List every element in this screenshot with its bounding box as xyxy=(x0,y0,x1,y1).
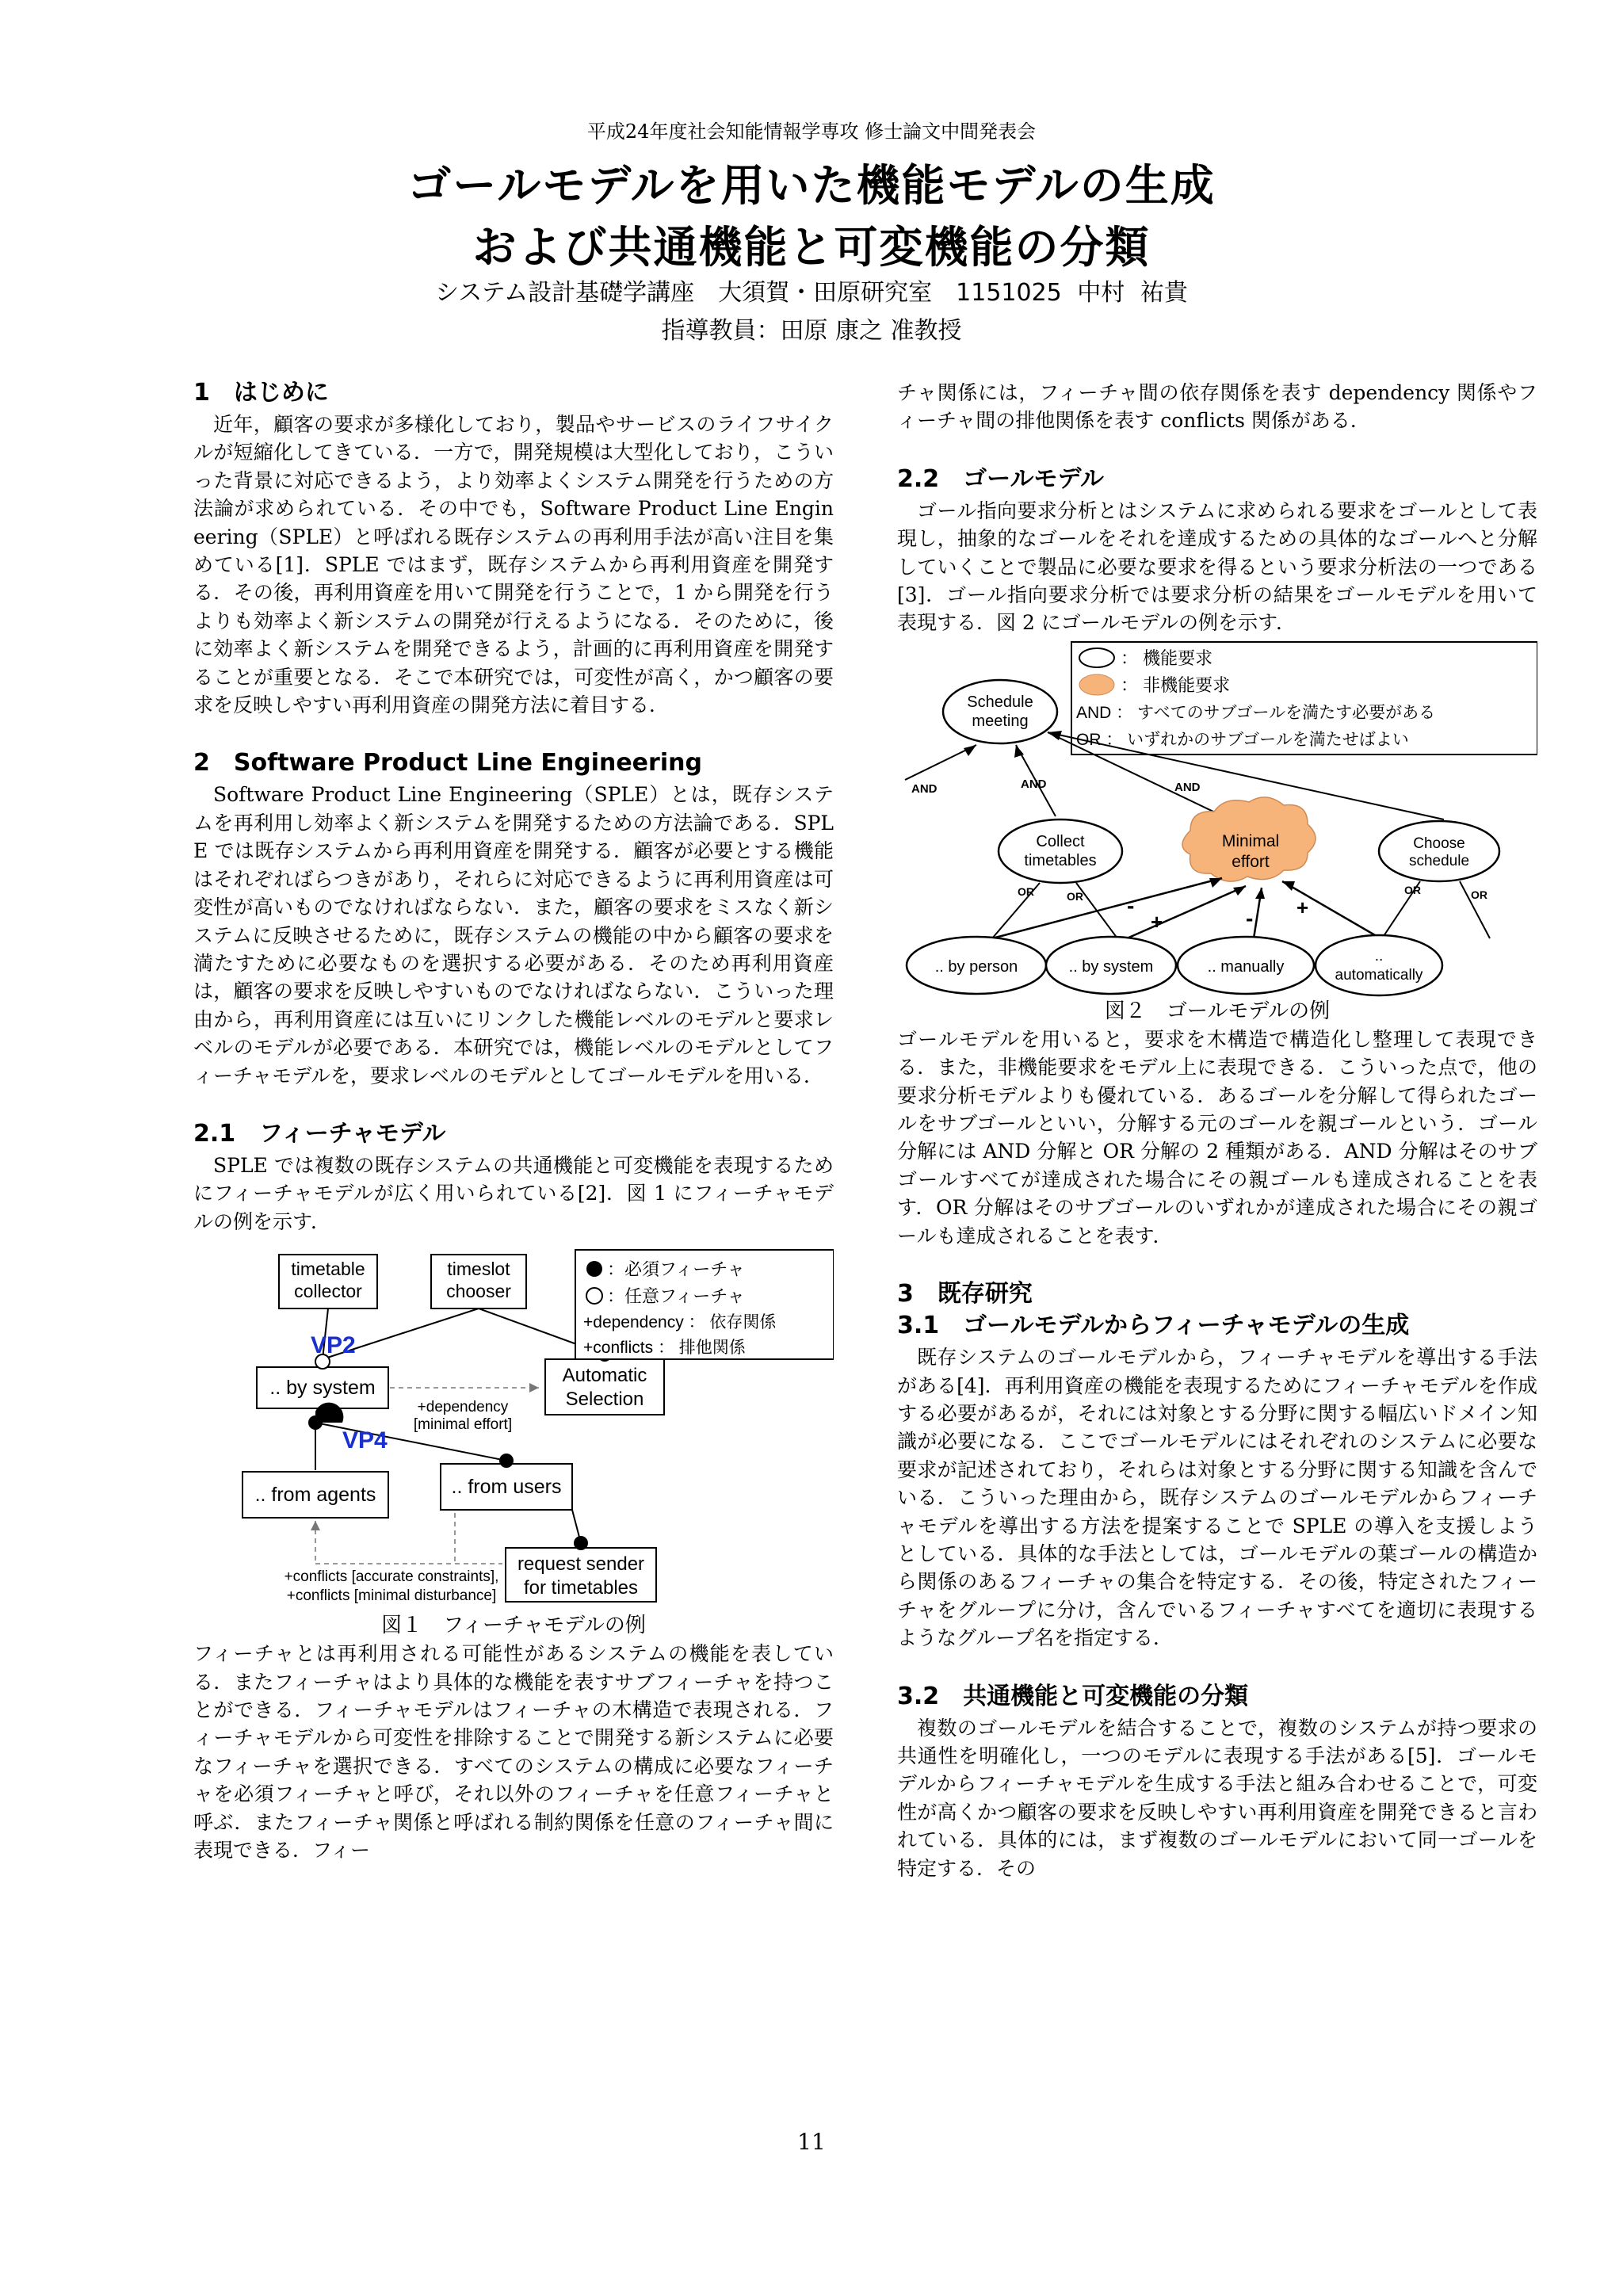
fig2-label: Choose xyxy=(1413,835,1465,852)
fig2-label: .. manually xyxy=(1207,957,1285,976)
fig2-label: .. by person xyxy=(934,957,1018,976)
paragraph: 既存システムのゴールモデルから，フィーチャモデルを導出する手法がある[4]．再利用資産の機能を表現するためにフィーチャモデルを作成する必要があるが，それには対象とする分野に関する幅広いドメイン知識が必要になる．ここでゴールモデルにはそれぞれのシステムに必要な要求が記述されており，それらは対象とする分野に関する知識を含んでいる．こういった理由から，既存システムのゴールモデルからフィーチャモデルを導出する方法を提案することで SPLE の導入を支援しようとしている．具体的な手法としては，ゴールモデルの葉ゴールの構造から関係のあるフィーチャの集合を特定する．その後，特定されたフィーチャをグループに分け，含んでいるフィーチャすべてを適切に表現するようなグループ名を指定する． xyxy=(897,1346,1537,1650)
contribution-sign: - xyxy=(1127,892,1135,918)
section-heading-1: 1 はじめに xyxy=(193,379,329,407)
right-column xyxy=(897,379,1537,1882)
legend-mandatory: ：必須フィーチャ xyxy=(607,1259,745,1280)
fig1-label: collector xyxy=(294,1281,362,1302)
fig2-label: meeting xyxy=(972,712,1029,730)
fig1-label: +conflicts [minimal disturbance] xyxy=(286,1587,497,1605)
fig1-label: for timetables xyxy=(523,1577,639,1599)
paper-title-line1: ゴールモデルを用いた機能モデルの生成 xyxy=(407,160,1216,211)
paragraph: チャ関係には，フィーチャ間の依存関係を表す dependency 関係やフィーチャ間の排他関係を表す conflicts 関係がある． xyxy=(897,381,1537,433)
fig1-label: chooser xyxy=(446,1281,511,1302)
goal-schedule-meeting xyxy=(943,680,1057,743)
paragraph: 近年，顧客の要求が多様化しており，製品やサービスのライフサイクルが短縮化してきている．一方で，開発規模は大型化しており，こういった背景に対応できるよう，より効率よくシステム開発を行うための方法論が求められている．その中でも，Software Product Line Engineering（SPLE）と呼ばれる既存システムの再利用手法が高い注目を集めている[1]．SPLE ではまず，既存システムから再利用資産を開発する．その後，再利用資産を用いて開発を行うことで，1 から開発を行うよりも効率よく新システムの開発が行えるようになる．そのために，後に効率よく新システムを開発できるよう，計画的に再利用資産を開発することが重要となる．そこで本研究では，可変性が高く，かつ顧客の要求を反映しやすい再利用資産の開発方法に着目する． xyxy=(193,413,834,717)
paragraph: Software Product Line Engineering（SPLE）とは，既存システムを再利用し効率よく新システムを開発するための方法論である．SPLE では既存システムから再利用資産を開発する．顧客が必要とする機能はそれぞればらつきがあり，それらに対応できるように再利用資産は可変性が高いものでなければならない．また，顧客の要求をミスなく新システムに反映させるために，既存システムの機能の中から顧客の要求を満たすために必要なものを選択する必要がある．そのため再利用資産は，顧客の要求を反映しやすいものでなければならない．こういった理由から，再利用資産には互いにリンクした機能レベルのモデルと要求レベルのモデルが必要である．本研究では，機能レベルのモデルとしてフィーチャモデルを，要求レベルのモデルとしてゴールモデルを用いる． xyxy=(193,783,834,1087)
fig1-label: .. by system xyxy=(269,1377,376,1400)
paragraph: フィーチャとは再利用される可能性があるシステムの機能を表している．またフィーチャはより具体的な機能を表すサブフィーチャを持つことができる．フィーチャモデルはフィーチャの木構造で表現される．フィーチャモデルから可変性を排除することで開発する新システムに必要なフィーチャを選択できる．すべてのシステムの構成に必要なフィーチャを必須フィーチャと呼び，それ以外のフィーチャを任意フィーチャと呼ぶ．またフィーチャ関係と呼ばれる制約関係を任意のフィーチャ間に表現できる．フィー xyxy=(193,1642,834,1862)
goal-automatically xyxy=(1316,935,1442,995)
authors: システム設計基礎学講座 大須賀・田原研究室 1151025 中村 祐貴 xyxy=(435,279,1188,307)
fig2-label: timetables xyxy=(1024,851,1097,869)
fig1-label: request sender xyxy=(517,1553,645,1576)
paragraph: ゴール指向要求分析とはシステムに求められる要求をゴールとして表現し，抽象的なゴールをそれを達成するための具体的なゴールへと分解していくことで製品に必要な要求を得るという要求分析法の一つである[3]．ゴール指向要求分析では要求分析の結果をゴールモデルを用いて表現する．図 2 にゴールモデルの例を示す． xyxy=(897,499,1537,635)
section-heading-3-2: 3.2 共通機能と可変機能の分類 xyxy=(897,1682,1249,1710)
and-label: AND xyxy=(1174,780,1201,794)
or-label: OR xyxy=(1018,884,1034,898)
paragraph: SPLE では複数の既存システムの共通機能と可変機能を表現するためにフィーチャモデルが広く用いられている[2]．図 1 にフィーチャモデルの例を示す． xyxy=(193,1153,834,1233)
paragraph: ゴールモデルを用いると，要求を木構造で構造化し整理して表現できる．また，非機能要求をモデル上に表現できる．こういった点で，他の要求分析モデルよりも優れている．あるゴールを分解して得られたゴールをサブゴールといい，分解する元のゴールを親ゴールという．ゴール分解には AND 分解と OR 分解の 2 種類がある．AND 分解はそのサブゴールすべてが達成された場合にその親ゴールも達成されることを表す．OR 分解はそのサブゴールのいずれかが達成された場合にその親ゴールも達成されることを表す． xyxy=(897,1027,1537,1247)
figure-2 xyxy=(897,640,1537,1026)
fig1-label: .. from agents xyxy=(254,1484,376,1507)
fig1-label: timetable xyxy=(291,1259,365,1280)
fig1-label: +dependency xyxy=(417,1399,509,1416)
conference-name: 平成24年度社会知能情報学専攻 修士論文中間発表会 xyxy=(586,120,1037,143)
fig2-label: schedule xyxy=(1408,852,1470,869)
paper-title-line2: および共通機能と可変機能の分類 xyxy=(472,222,1151,273)
figure-2-caption: 図２ ゴールモデルの例 xyxy=(1104,999,1331,1023)
goal-model-diagram xyxy=(897,640,1537,997)
variation-point-label: VP4 xyxy=(342,1427,388,1454)
fig1-label: Selection xyxy=(565,1389,644,1411)
advisor: 指導教員：田原 康之 准教授 xyxy=(661,317,962,345)
legend-conflicts: +conflicts ： 排他関係 xyxy=(583,1339,746,1358)
section-heading-2-1: 2.1 フィーチャモデル xyxy=(193,1119,446,1148)
fig1-label: timeslot xyxy=(447,1259,510,1280)
section-heading-3: 3 既存研究 xyxy=(897,1280,1033,1308)
contribution-sign: + xyxy=(1151,909,1163,934)
fig1-label: Automatic xyxy=(562,1365,647,1387)
section-heading-3-1: 3.1 ゴールモデルからフィーチャモデルの生成 xyxy=(897,1312,1410,1340)
mandatory-feature-marker xyxy=(308,1415,323,1430)
mandatory-feature-marker xyxy=(574,1536,588,1550)
legend-or: OR ： いずれかのサブゴールを満たせばよい xyxy=(1076,730,1409,749)
legend-optional: ：任意フィーチャ xyxy=(607,1286,745,1307)
fig1-label: .. from users xyxy=(451,1476,562,1499)
fig2-label: Minimal xyxy=(1221,831,1280,850)
left-column xyxy=(193,379,834,1864)
fig1-label: [minimal effort] xyxy=(413,1416,513,1434)
fig1-label: +conflicts [accurate constraints], xyxy=(284,1568,499,1586)
legend-and: AND ： すべてのサブゴールを満たす必要がある xyxy=(1076,703,1436,722)
section-heading-2: 2 Software Product Line Engineering xyxy=(193,749,702,777)
fig2-label: Collect xyxy=(1036,832,1085,850)
figure-1 xyxy=(193,1239,834,1640)
section-heading-2-2: 2.2 ゴールモデル xyxy=(897,464,1105,493)
fig2-label: .. xyxy=(1374,947,1384,965)
or-label: OR xyxy=(1404,883,1421,896)
feature-model-diagram xyxy=(193,1239,834,1611)
or-label: OR xyxy=(1067,889,1083,903)
legend-dependency: +dependency ： 依存関係 xyxy=(583,1313,777,1332)
legend-functional: ： 機能要求 xyxy=(1121,648,1213,668)
and-label: AND xyxy=(1021,777,1047,791)
figure-1-caption: 図１ フィーチャモデルの例 xyxy=(381,1614,646,1638)
paragraph: 複数のゴールモデルを結合することで，複数のシステムが持つ要求の共通性を明確化し，一つのモデルに表現する手法がある[5]．ゴールモデルからフィーチャモデルを生成する手法と組み合わせることで，可変性が高くかつ顧客の要求を反映しやすい再利用資産を開発できると言われている．具体的には，まず複数のゴールモデルにおいて同一ゴールを特定する．その xyxy=(897,1716,1537,1880)
contribution-sign: + xyxy=(1296,895,1309,919)
legend-nonfunctional: ： 非機能要求 xyxy=(1121,674,1231,695)
fig2-label: automatically xyxy=(1335,966,1423,984)
variation-point-label: VP2 xyxy=(311,1332,356,1359)
fig2-label: effort xyxy=(1232,852,1270,871)
fig2-label: .. by system xyxy=(1068,957,1154,976)
fig2-label: Schedule xyxy=(967,693,1033,711)
goal-collect-timetables xyxy=(999,819,1122,883)
mandatory-feature-marker xyxy=(499,1454,514,1468)
or-label: OR xyxy=(1471,888,1487,901)
page-number: 11 xyxy=(797,2129,826,2155)
and-label: AND xyxy=(911,781,938,796)
contribution-sign: - xyxy=(1246,905,1254,930)
